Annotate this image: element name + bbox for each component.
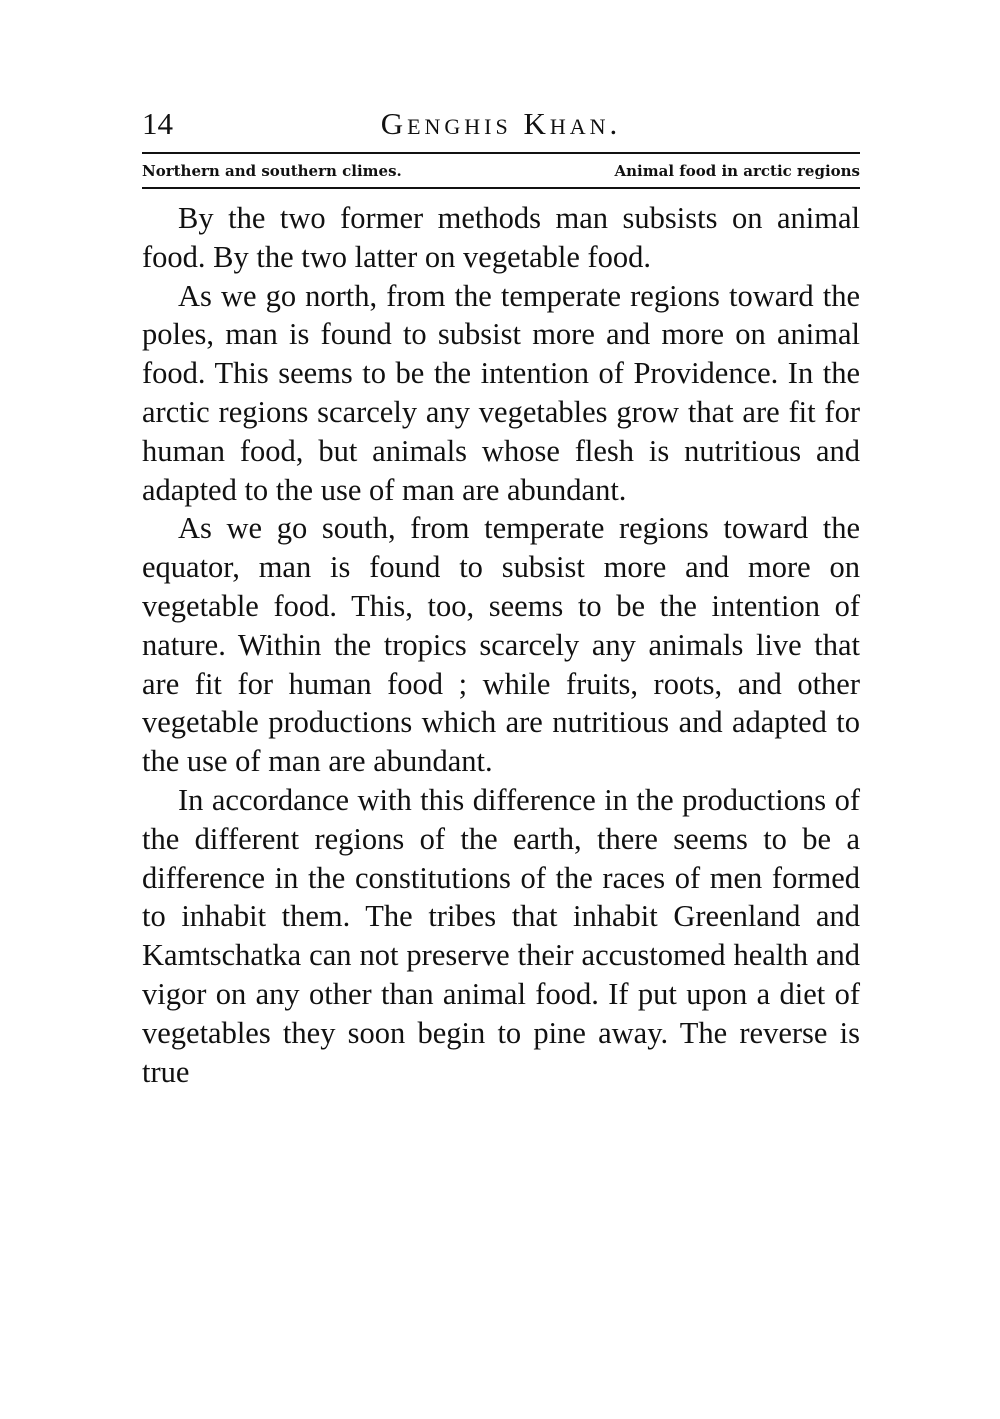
header-rule-bottom	[142, 187, 860, 189]
marginal-note-left: Northern and southern climes.	[142, 162, 402, 180]
marginal-notes	[142, 154, 860, 187]
book-page	[142, 100, 860, 1091]
book-title: Genghis Khan.	[380, 106, 622, 141]
paragraph: By the two former methods man subsists on animal food. By the two latter on vegetable food.	[142, 201, 860, 274]
page-number: 14	[142, 106, 173, 141]
paragraph: As we go north, from the temperate regions toward the poles, man is found to subsist more and more on animal food. This seems to be the intention of Providence. In the arctic regions scarcely any vegetables grow that are fit for human food, but animals whose flesh is nutritious and adapted to the use of man are abundant.	[142, 278, 860, 507]
running-head	[142, 100, 860, 152]
paragraph: In accordance with this difference in the productions of the different regions of the earth, there seems to be a difference in the constitutions of the races of men formed to inhabit them. The tribes that inhabit Greenland and Kamtschatka can not preserve their accustomed health and vigor on any other than animal food. If put upon a diet of vegetables they soon begin to pine away. The reverse is true	[142, 782, 860, 1089]
marginal-note-right: Animal food in arctic regions	[614, 162, 860, 180]
body-text	[142, 199, 860, 1091]
paragraph: As we go south, from temperate regions toward the equator, man is found to subsist more and more on vegetable food. This, too, seems to be the intention of nature. Within the tropics scarcely any animals live that are fit for human food ; while fruits, roots, and other vegetable productions which are nutritious and adapted to the use of man are abundant.	[142, 511, 860, 779]
